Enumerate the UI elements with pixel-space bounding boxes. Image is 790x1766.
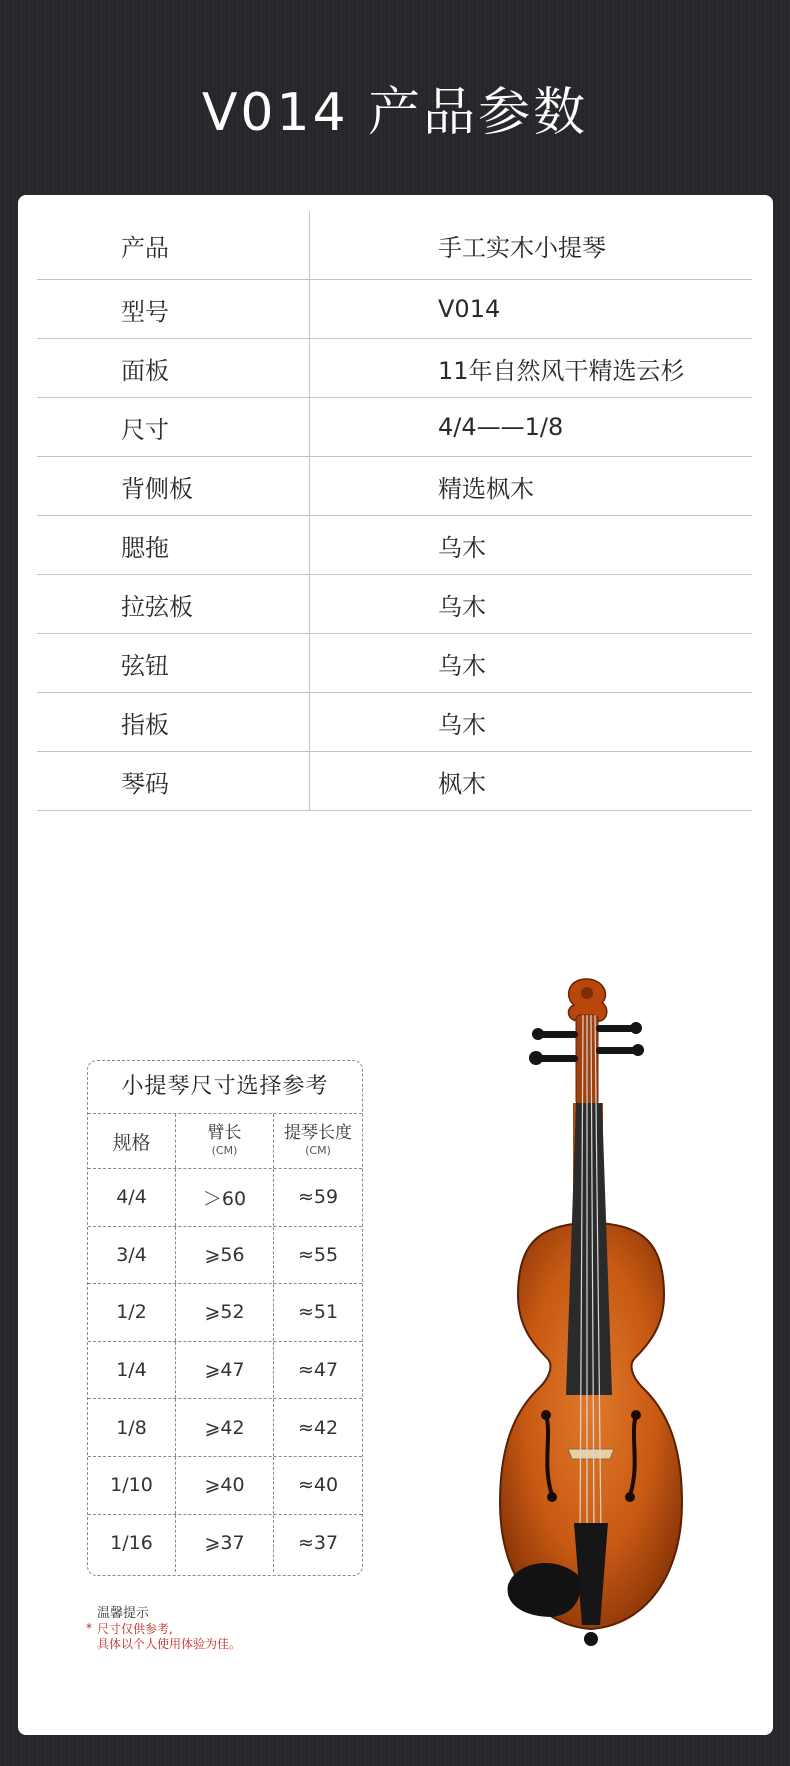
arm-cell: ⩾47 bbox=[176, 1342, 274, 1399]
size-guide-table bbox=[87, 1060, 363, 1576]
spec-value: 乌木 bbox=[438, 533, 486, 562]
table-row bbox=[88, 1399, 362, 1457]
length-cell: ≈37 bbox=[297, 1532, 339, 1555]
header-arm-label: 臂长 bbox=[207, 1123, 242, 1143]
spec-row bbox=[37, 516, 752, 575]
spec-label: 指板 bbox=[37, 693, 310, 751]
spec-row bbox=[37, 280, 752, 339]
spec-row bbox=[37, 398, 752, 457]
size-cell: 1/4 bbox=[88, 1342, 176, 1399]
spec-label: 尺寸 bbox=[37, 398, 310, 456]
spec-label: 拉弦板 bbox=[37, 575, 310, 633]
spec-row bbox=[37, 211, 752, 280]
spec-row bbox=[37, 575, 752, 634]
spec-table bbox=[37, 211, 752, 811]
spec-value: 11年自然风干精选云杉 bbox=[438, 356, 685, 385]
spec-row bbox=[37, 634, 752, 693]
spec-value: 手工实木小提琴 bbox=[438, 233, 606, 262]
header-length-unit: (CM) bbox=[305, 1144, 331, 1157]
violin-image bbox=[456, 975, 726, 1655]
size-cell: 1/8 bbox=[88, 1399, 176, 1456]
spec-row bbox=[37, 693, 752, 752]
arm-cell: ⩾56 bbox=[176, 1227, 274, 1284]
arm-cell: ⩾37 bbox=[176, 1515, 274, 1573]
length-cell: ≈55 bbox=[297, 1243, 339, 1266]
spec-row bbox=[37, 339, 752, 398]
tip-star: * bbox=[86, 1621, 92, 1635]
spec-value: V014 bbox=[438, 295, 501, 323]
table-row bbox=[88, 1169, 362, 1227]
size-guide-header-row bbox=[88, 1114, 362, 1169]
spec-value: 乌木 bbox=[438, 592, 486, 621]
spec-value: 4/4——1/8 bbox=[438, 413, 564, 441]
header-length bbox=[274, 1114, 362, 1168]
spec-label: 背侧板 bbox=[37, 457, 310, 515]
length-cell: ≈42 bbox=[297, 1416, 339, 1439]
header-arm-unit: (CM) bbox=[211, 1144, 238, 1157]
spec-label: 琴码 bbox=[37, 752, 310, 810]
arm-cell: ⩾52 bbox=[176, 1284, 274, 1341]
table-row bbox=[88, 1457, 362, 1515]
header-arm bbox=[176, 1114, 274, 1168]
length-cell: ≈51 bbox=[297, 1301, 339, 1324]
spec-card bbox=[18, 195, 773, 1735]
size-cell: 1/2 bbox=[88, 1284, 176, 1341]
size-cell: 1/10 bbox=[88, 1457, 176, 1514]
length-cell: ≈47 bbox=[297, 1359, 339, 1382]
tip-line-1: 尺寸仅供参考, bbox=[97, 1622, 173, 1636]
arm-cell: ⩾42 bbox=[176, 1399, 274, 1456]
spec-value: 乌木 bbox=[438, 710, 486, 739]
spec-label: 产品 bbox=[37, 211, 310, 279]
table-row bbox=[88, 1515, 362, 1573]
size-guide-title: 小提琴尺寸选择参考 bbox=[88, 1061, 362, 1114]
page-title: V014 产品参数 bbox=[201, 83, 589, 143]
table-row bbox=[88, 1227, 362, 1285]
length-cell: ≈59 bbox=[297, 1186, 339, 1209]
arm-cell: ＞60 bbox=[176, 1169, 274, 1226]
header-length-label: 提琴长度 bbox=[284, 1123, 352, 1143]
size-cell: 3/4 bbox=[88, 1227, 176, 1284]
spec-label: 型号 bbox=[37, 280, 310, 338]
table-row bbox=[88, 1342, 362, 1400]
spec-value: 精选枫木 bbox=[438, 474, 534, 503]
spec-value: 枫木 bbox=[438, 769, 486, 798]
length-cell: ≈40 bbox=[297, 1474, 339, 1497]
size-cell: 4/4 bbox=[88, 1169, 176, 1226]
tip-line-2: 具体以个人使用体验为佳。 bbox=[97, 1637, 242, 1651]
spec-label: 弦钮 bbox=[37, 634, 310, 692]
spec-row bbox=[37, 752, 752, 811]
spec-row bbox=[37, 457, 752, 516]
table-row bbox=[88, 1284, 362, 1342]
arm-cell: ⩾40 bbox=[176, 1457, 274, 1514]
size-cell: 1/16 bbox=[88, 1515, 176, 1573]
spec-label: 腮拖 bbox=[37, 516, 310, 574]
tip-title: 温馨提示 bbox=[97, 1606, 150, 1621]
header-spec: 规格 bbox=[88, 1114, 176, 1168]
spec-label: 面板 bbox=[37, 339, 310, 397]
spec-value: 乌木 bbox=[438, 651, 486, 680]
